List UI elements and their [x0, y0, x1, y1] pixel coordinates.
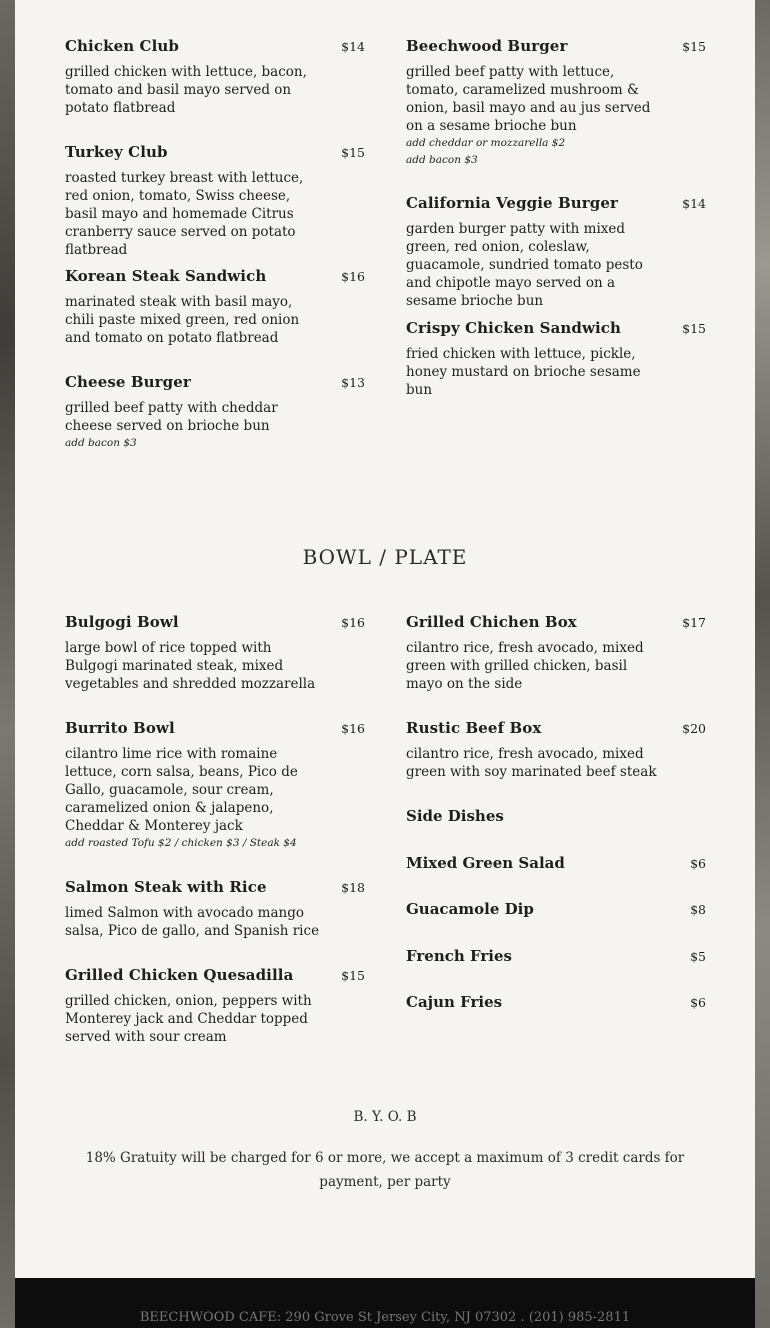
background-left	[0, 0, 15, 1328]
item-price: $14	[341, 39, 365, 54]
menu-item-burrito-bowl	[65, 719, 365, 852]
item-description: grilled chicken with lettuce, bacon, tomato and basil mayo served on potato flatbread	[65, 64, 307, 116]
item-name: Korean Steak Sandwich	[65, 267, 267, 285]
item-price: $17	[682, 615, 706, 630]
item-name: Salmon Steak with Rice	[65, 878, 267, 896]
menu-item-cheese-burger	[65, 373, 365, 452]
side-item-french-fries	[406, 947, 706, 965]
item-addon-note: add cheddar or mozzarella $2	[406, 137, 566, 149]
item-name: Rustic Beef Box	[406, 719, 542, 737]
item-price: $20	[682, 721, 706, 736]
menu-item-rustic-beef-box	[406, 719, 706, 781]
item-name: Burrito Bowl	[65, 719, 175, 737]
menu-item-chicken-quesadilla	[65, 966, 365, 1046]
item-addon-note: add bacon $3	[65, 437, 137, 449]
item-description: fried chicken with lettuce, pickle, honey mustard on brioche sesame bun	[406, 346, 641, 398]
footer-address: BEECHWOOD CAFE: 290 Grove St Jersey City, NJ 07302 . (201) 985-2811	[139, 1310, 631, 1325]
menu-item-california-veggie	[406, 194, 706, 310]
item-description: grilled chicken, onion, peppers with Monterey jack and Cheddar topped served with sour cream	[65, 993, 312, 1045]
item-description: limed Salmon with avocado mango salsa, Pico de gallo, and Spanish rice	[65, 905, 320, 939]
side-item-guacamole-dip	[406, 900, 706, 918]
item-description: cilantro rice, fresh avocado, mixed green with soy marinated beef steak	[406, 746, 657, 780]
item-name: Cheese Burger	[65, 373, 191, 391]
menu-item-salmon-steak	[65, 878, 365, 940]
side-item-price: $8	[690, 902, 706, 917]
item-price: $16	[341, 615, 365, 630]
menu-item-grilled-chicken-box	[406, 613, 706, 693]
menu-item-bulgogi-bowl	[65, 613, 365, 693]
side-item-name: French Fries	[406, 947, 512, 965]
item-description: roasted turkey breast with lettuce, red onion, tomato, Swiss cheese, basil mayo and homemade Citrus cranberry sauce served on potato flatbread	[65, 170, 304, 258]
item-name: Beechwood Burger	[406, 37, 568, 55]
item-description: garden burger patty with mixed green, red onion, coleslaw, guacamole, sundried tomato pesto and chipotle mayo served on a sesame brioche bun	[406, 221, 643, 309]
side-item-cajun-fries	[406, 993, 706, 1011]
item-name: Grilled Chichen Box	[406, 613, 577, 631]
item-description: large bowl of rice topped with Bulgogi marinated steak, mixed vegetables and shredded mozzarella	[65, 640, 316, 692]
item-addon-note: add bacon $3	[406, 154, 478, 166]
item-price: $14	[682, 196, 706, 211]
menu-item-beechwood-burger	[406, 37, 706, 169]
item-price: $16	[341, 269, 365, 284]
menu-item-korean-steak	[65, 267, 365, 347]
item-price: $15	[341, 145, 365, 160]
footer	[15, 1278, 755, 1328]
byob-note: B. Y. O. B	[353, 1109, 417, 1125]
gratuity-note: 18% Gratuity will be charged for 6 or more, we accept a maximum of 3 credit cards for payment, per party	[85, 1150, 685, 1190]
item-name: California Veggie Burger	[406, 194, 619, 212]
item-price: $13	[341, 375, 365, 390]
side-item-price: $6	[690, 995, 706, 1010]
item-name: Turkey Club	[65, 143, 168, 161]
side-item-name: Mixed Green Salad	[406, 854, 565, 872]
menu-item-chicken-club	[65, 37, 365, 117]
item-price: $15	[682, 39, 706, 54]
menu-item-turkey-club	[65, 143, 365, 259]
item-description: grilled beef patty with cheddar cheese served on brioche bun	[65, 400, 278, 434]
item-name: Crispy Chicken Sandwich	[406, 319, 622, 337]
item-name: Bulgogi Bowl	[65, 613, 179, 631]
section-title-bowl-plate: BOWL / PLATE	[302, 545, 468, 569]
side-item-mixed-green-salad	[406, 854, 706, 872]
item-description: grilled beef patty with lettuce, tomato, caramelized mushroom & onion, basil mayo and au jus served on a sesame brioche bun	[406, 64, 651, 134]
side-item-price: $5	[690, 949, 706, 964]
item-description: cilantro rice, fresh avocado, mixed green with grilled chicken, basil mayo on the side	[406, 640, 644, 692]
item-price: $16	[341, 721, 365, 736]
side-item-price: $6	[690, 856, 706, 871]
background-right	[755, 0, 770, 1328]
menu-item-crispy-chicken	[406, 319, 706, 399]
side-dishes-heading: Side Dishes	[406, 807, 504, 825]
side-item-name: Cajun Fries	[406, 993, 503, 1011]
item-price: $15	[341, 968, 365, 983]
item-addon-note: add roasted Tofu $2 / chicken $3 / Steak $4	[65, 837, 297, 849]
item-description: marinated steak with basil mayo, chili paste mixed green, red onion and tomato on potato flatbread	[65, 294, 300, 346]
item-description: cilantro lime rice with romaine lettuce, corn salsa, beans, Pico de Gallo, guacamole, sour cream, caramelized onion & jalapeno, Cheddar & Monterey jack	[65, 746, 298, 834]
item-price: $18	[341, 880, 365, 895]
item-price: $15	[682, 321, 706, 336]
side-item-name: Guacamole Dip	[406, 900, 534, 918]
item-name: Grilled Chicken Quesadilla	[65, 966, 294, 984]
item-name: Chicken Club	[65, 37, 179, 55]
